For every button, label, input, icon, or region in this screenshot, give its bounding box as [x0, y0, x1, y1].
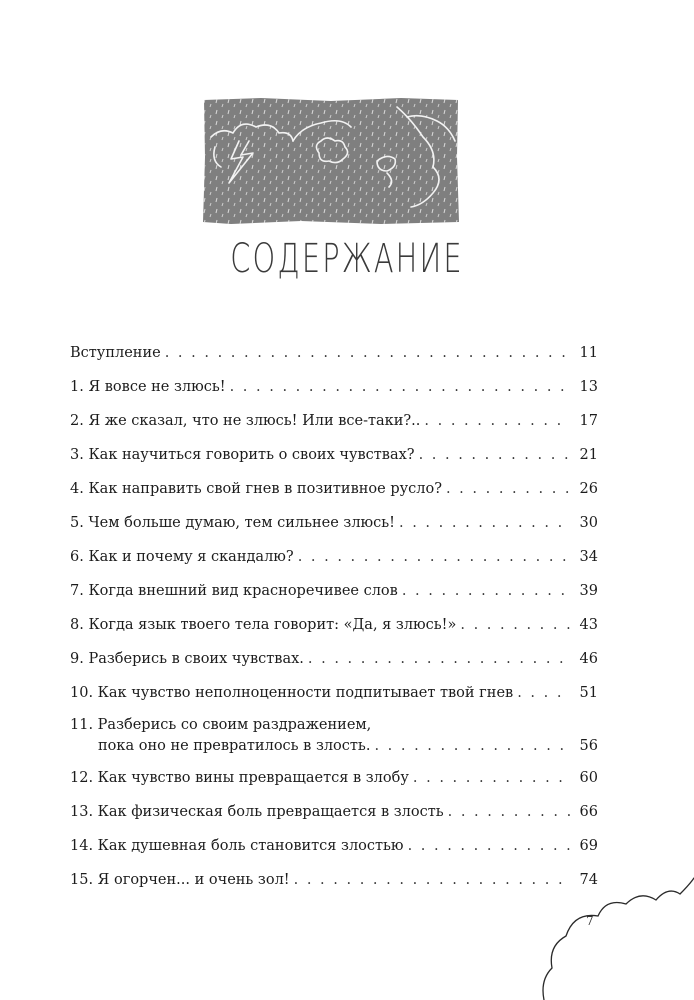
toc-entry-page: 11 [579, 345, 598, 361]
toc-entry-number: 3. [70, 447, 84, 463]
toc-entry-page: 13 [579, 379, 598, 395]
toc-entry-number: 4. [70, 481, 84, 497]
dot-leader [399, 513, 570, 534]
toc-entry-3[interactable] [70, 445, 598, 466]
toc-entry-title: Я вовсе не злюсь! [88, 379, 226, 395]
dot-leader [298, 547, 570, 568]
toc-entry-14[interactable] [70, 836, 598, 857]
dot-leader [402, 581, 570, 602]
dot-leader [374, 736, 570, 757]
toc-entry-title: Как чувство неполноценности подпитывает твой гнев [97, 685, 514, 701]
dot-leader [230, 377, 570, 398]
toc-entry-title: Как направить свой гнев в позитивное русло? [88, 481, 442, 497]
toc-entry-number: 14. [70, 838, 94, 854]
toc-entry-title: Вступление [70, 345, 161, 361]
dot-leader [424, 411, 570, 432]
toc-entry-12[interactable] [70, 768, 598, 789]
toc-entry-title: Разберись со своим раздражением, [97, 717, 372, 733]
header-illustration [201, 97, 460, 225]
toc-entry-page: 34 [579, 549, 598, 565]
dot-leader [294, 870, 570, 891]
toc-entry-page: 66 [579, 804, 598, 820]
toc-entry-2[interactable] [70, 411, 598, 432]
toc-entry-number: 8. [70, 617, 84, 633]
dot-leader [308, 649, 570, 670]
toc-entry-number: 9. [70, 651, 84, 667]
toc-entry-7[interactable] [70, 581, 598, 602]
toc-entry-page: 69 [579, 838, 598, 854]
toc-entry-15[interactable] [70, 870, 598, 891]
toc-entry-number: 11. [70, 717, 94, 733]
dot-leader [165, 343, 570, 364]
toc-entry-page: 60 [579, 770, 598, 786]
dot-leader [419, 445, 570, 466]
toc-entry-title: Чем больше думаю, тем сильнее злюсь! [88, 515, 395, 531]
toc-entry-intro[interactable] [70, 343, 598, 364]
toc-entry-page: 39 [579, 583, 598, 599]
toc-entry-title: Как душевная боль становится злостью [97, 838, 404, 854]
dot-leader [460, 615, 570, 636]
toc-entry-number: 10. [70, 685, 94, 701]
page-title: СОДЕРЖАНИЕ [230, 236, 464, 282]
dot-leader [446, 479, 570, 500]
toc-entry-5[interactable] [70, 513, 598, 534]
toc-entry-title: Как чувство вины превращается в злобу [97, 770, 409, 786]
toc-entry-page: 74 [579, 872, 598, 888]
toc-entry-title: Как и почему я скандалю? [88, 549, 294, 565]
toc-entry-title: Я же сказал, что не злюсь! Или все-таки?.. [88, 413, 421, 429]
toc-entry-title: Когда внешний вид красноречивее слов [88, 583, 398, 599]
toc-entry-11[interactable] [70, 715, 598, 757]
toc-entry-page: 51 [579, 685, 598, 701]
toc-entry-4[interactable] [70, 479, 598, 500]
toc-entry-number: 1. [70, 379, 84, 395]
dot-leader [408, 836, 570, 857]
toc-entry-6[interactable] [70, 547, 598, 568]
toc-entry-number: 6. [70, 549, 84, 565]
toc-entry-13[interactable] [70, 802, 598, 823]
toc-entry-number: 12. [70, 770, 94, 786]
toc-entry-number: 2. [70, 413, 84, 429]
page-number: 7 [586, 914, 594, 928]
toc-entry-title: Я огорчен... и очень зол! [97, 872, 290, 888]
toc-entry-10[interactable] [70, 683, 598, 704]
dot-leader [413, 768, 570, 789]
toc-entry-1[interactable] [70, 377, 598, 398]
toc-entry-page: 26 [579, 481, 598, 497]
toc-entry-page: 43 [579, 617, 598, 633]
toc-entry-number: 5. [70, 515, 84, 531]
dot-leader [517, 683, 570, 704]
toc-entry-page: 46 [579, 651, 598, 667]
toc-entry-title-continued: пока оно не превратилось в злость. [98, 738, 371, 754]
toc-entry-page: 30 [579, 515, 598, 531]
toc-entry-title: Когда язык твоего тела говорит: «Да, я злюсь!» [88, 617, 457, 633]
toc-entry-page: 56 [579, 738, 598, 754]
toc-entry-title: Как физическая боль превращается в злость [97, 804, 444, 820]
toc-entry-number: 15. [70, 872, 94, 888]
toc-entry-title: Как научиться говорить о своих чувствах? [88, 447, 415, 463]
dot-leader [448, 802, 570, 823]
toc-entry-8[interactable] [70, 615, 598, 636]
toc-entry-page: 21 [579, 447, 598, 463]
toc-entry-number: 7. [70, 583, 84, 599]
toc-entry-number: 13. [70, 804, 94, 820]
toc-entry-title: Разберись в своих чувствах. [88, 651, 304, 667]
cloud-doodle [540, 876, 694, 1000]
toc-entry-page: 17 [579, 413, 598, 429]
toc-entry-9[interactable] [70, 649, 598, 670]
